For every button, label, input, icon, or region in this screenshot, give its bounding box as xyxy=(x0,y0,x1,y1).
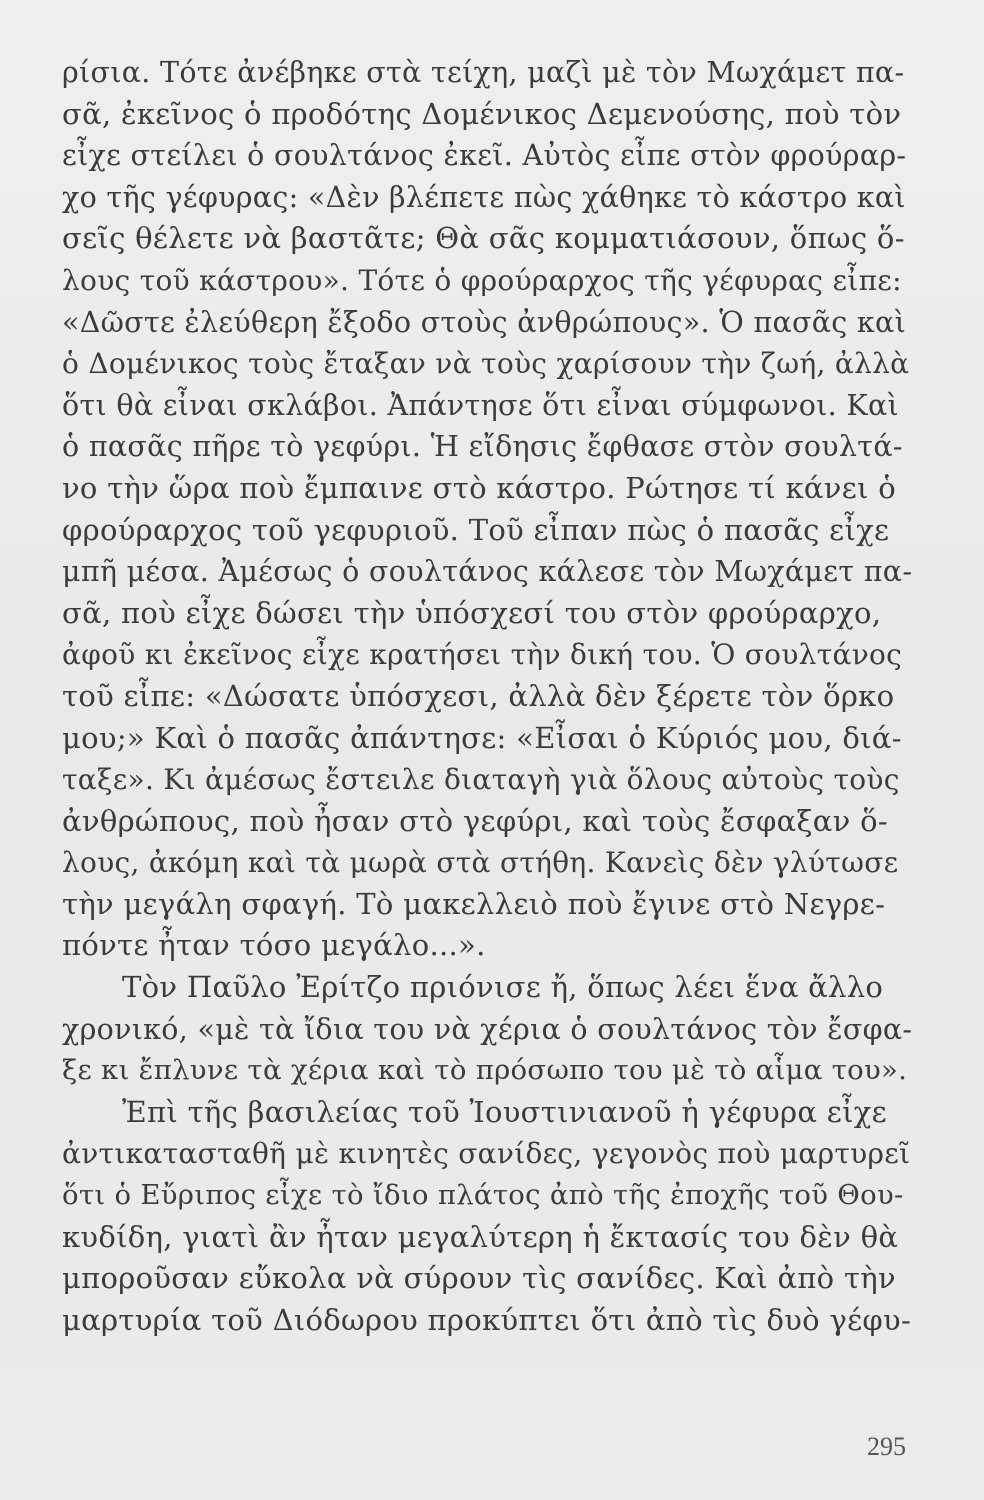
text-line: φρούραρχος τοῦ γεφυριοῦ. Τοῦ εἶπαν πὼς ὁ πασᾶς εἶχε xyxy=(62,512,890,547)
paragraph-start-line: Τὸν Παῦλο Ἐρίτζο πριόνισε ἤ, ὅπως λέει ἕνα ἄλλο xyxy=(122,970,884,1005)
text-line: σᾶ, ποὺ εἶχε δώσει τὴν ὑπόσχεσί του στὸν φρούραρχο, xyxy=(62,595,882,630)
text-line: ξε κι ἔπλυνε τὰ χέρια καὶ τὸ πρόσωπο του μὲ τὸ αἷμα του». xyxy=(62,1054,908,1087)
text-line: εἶχε στείλει ὁ σουλτάνος ἐκεῖ. Αὐτὸς εἶπε στὸν φρούραρ- xyxy=(62,139,907,173)
text-line: ρίσια. Τότε ἀνέβηκε στὰ τείχη, μαζὶ μὲ τὸν Μωχάμετ πα- xyxy=(62,56,905,89)
text-line: πόντε ἦταν τόσο μεγάλο...». xyxy=(62,928,486,963)
paragraph-start-line: Ἐπὶ τῆς βασιλείας τοῦ Ἰουστινιανοῦ ἡ γέφυρα εἶχε xyxy=(122,1094,888,1129)
text-line: μποροῦσαν εὔκολα νὰ σύρουν τὶς σανίδες. Καὶ ἀπὸ τὴν xyxy=(62,1261,896,1296)
text-line: ὁ Δομένικος τοὺς ἔταξαν νὰ τοὺς χαρίσουν τὴν ζωή, ἀλλὰ xyxy=(62,347,910,381)
text-line: λους τοῦ κάστρου». Τότε ὁ φρούραρχος τῆς γέφυρας εἶπε: xyxy=(62,263,902,297)
text-line: μου;» Καὶ ὁ πασᾶς ἀπάντησε: «Εἶσαι ὁ Κύριός μου, διά- xyxy=(62,720,902,755)
text-line: μπῆ μέσα. Ἀμέσως ὁ σουλτάνος κάλεσε τὸν Μωχάμετ πα- xyxy=(62,555,913,589)
text-line: σᾶ, ἐκεῖνος ὁ προδότης Δομένικος Δεμενούσης, ποὺ τὸν xyxy=(62,96,902,131)
text-line: ὅτι θὰ εἶναι σκλάβοι. Ἀπάντησε ὅτι εἶναι σύμφωνοι. Καὶ xyxy=(62,388,899,422)
text-line: κυδίδη, γιατὶ ἂν ἦταν μεγαλύτερη ἡ ἔκτασίς του δὲν θὰ xyxy=(62,1219,899,1254)
text-line: τὴν μεγάλη σφαγή. Τὸ μακελλειὸ ποὺ ἔγινε στὸ Νεγρε- xyxy=(62,886,886,921)
text-line: ὅτι ὁ Εὔριπος εἶχε τὸ ἴδιο πλάτος ἀπὸ τῆς ἐποχῆς τοῦ Θου- xyxy=(62,1179,904,1212)
text-line: χο τῆς γέφυρας: «Δὲν βλέπετε πὼς χάθηκε τὸ κάστρο καὶ xyxy=(62,180,906,214)
text-line: ταξε». Κι ἀμέσως ἔστειλε διαταγὴ γιὰ ὅλους αὐτοὺς τοὺς xyxy=(62,763,900,797)
text-line: χρονικό, «μὲ τὰ ἴδια του νὰ χέρια ὁ σουλτάνος τὸν ἔσφα- xyxy=(62,1012,913,1046)
text-line: σεῖς θέλετε νὰ βαστᾶτε; Θὰ σᾶς κομματιάσουν, ὅπως ὅ- xyxy=(62,221,905,256)
text-line: νο τὴν ὥρα ποὺ ἔμπαινε στὸ κάστρο. Ρώτησε τί κάνει ὁ xyxy=(62,470,896,505)
text-line: τοῦ εἶπε: «Δώσατε ὑπόσχεσι, ἀλλὰ δὲν ξέρετε τὸν ὅρκο xyxy=(62,678,895,713)
body-text xyxy=(62,52,912,1341)
page-number: 295 xyxy=(867,1432,906,1461)
text-line: μαρτυρία τοῦ Διόδωρου προκύπτει ὅτι ἀπὸ τὶς δυὸ γέφυ- xyxy=(62,1302,912,1337)
text-line: ὁ πασᾶς πῆρε τὸ γεφύρι. Ἡ εἴδησις ἔφθασε στὸν σουλτά- xyxy=(62,430,903,464)
text-line: «Δῶστε ἐλεύθερη ἔξοδο στοὺς ἀνθρώπους». Ὁ πασᾶς καὶ xyxy=(62,305,907,339)
text-line: ἀνθρώπους, ποὺ ἦσαν στὸ γεφύρι, καὶ τοὺς ἔσφαξαν ὅ- xyxy=(62,803,888,838)
text-line: λους, ἀκόμη καὶ τὰ μωρὰ στὰ στήθη. Κανεὶς δὲν γλύτωσε xyxy=(62,846,899,880)
text-line: ἀφοῦ κι ἐκεῖνος εἶχε κρατήσει τὴν δική του. Ὁ σουλτάνος xyxy=(62,638,903,672)
text-line: ἀντικατασταθῆ μὲ κινητὲς σανίδες, γεγονὸς ποὺ μαρτυρεῖ xyxy=(62,1137,911,1171)
